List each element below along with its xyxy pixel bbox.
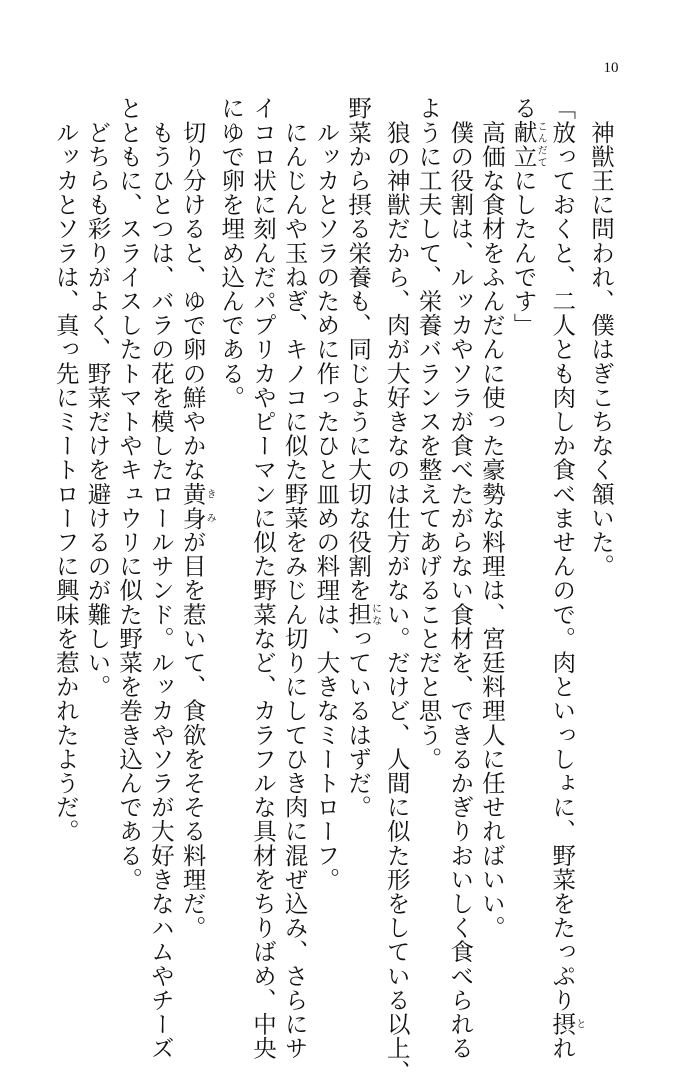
text-line bbox=[176, 96, 215, 956]
text-line bbox=[584, 96, 616, 956]
text-segment: 切り分けると、ゆで卵の鮮やかな bbox=[178, 96, 207, 482]
text-segment: る bbox=[509, 96, 538, 121]
text-line bbox=[546, 96, 585, 1061]
text-line bbox=[475, 96, 507, 956]
text-segment: どちらも彩りがよく、野菜だけを避けるのが難しい。 bbox=[83, 96, 112, 699]
text-segment: っているはずだ。 bbox=[344, 626, 373, 820]
ruby-base: 献立 bbox=[509, 120, 538, 169]
novel-text-body bbox=[49, 96, 616, 1084]
text-segment: 高価な食材をふんだんに使った豪勢な料理は、宮廷料理人に任せればいい。 bbox=[477, 96, 506, 940]
text-segment: が目を惹いて、食欲をそそる料理だ。 bbox=[178, 529, 207, 940]
text-line bbox=[81, 96, 113, 956]
text-segment: れ bbox=[548, 1035, 577, 1061]
text-segment: もうひとつは、バラの花を模したロールサンド。ルッカやソラが大好きなハムやチーズ bbox=[146, 96, 175, 1060]
ruby-reading: と bbox=[573, 1011, 585, 1036]
text-segment: 狼の神獣だから、肉が大好きなのは仕方がない。だけど、人間に似た形をしている以上、 bbox=[382, 96, 411, 1084]
text-segment: 野菜から摂る栄養も、同じように大切な役割を bbox=[344, 96, 373, 603]
ruby-base: 担 bbox=[344, 602, 373, 627]
ruby-base: 摂 bbox=[548, 1011, 577, 1036]
text-line bbox=[278, 96, 310, 1060]
text-line bbox=[144, 96, 176, 1060]
text-segment: にゆで卵を埋め込んである。 bbox=[217, 96, 246, 410]
ruby-annotation bbox=[178, 481, 216, 530]
text-line bbox=[246, 96, 278, 1060]
text-line bbox=[507, 96, 546, 956]
text-line bbox=[215, 96, 247, 956]
text-segment: 神獣王に問われ、僕はぎこちなく頷いた。 bbox=[587, 96, 615, 578]
page-number: 10 bbox=[603, 60, 619, 76]
ruby-annotation bbox=[509, 120, 547, 169]
text-segment: ルッカとソラは、真っ先にミートローフに興味を惹かれたようだ。 bbox=[51, 96, 80, 844]
ruby-reading: にな bbox=[369, 602, 381, 627]
text-line bbox=[341, 96, 380, 956]
text-line bbox=[380, 96, 412, 1084]
ruby-reading: こんだて bbox=[535, 120, 547, 169]
text-segment: イコロ状に刻んだパプリカやピーマンに似た野菜など、カラフルな具材をちりばめ、中央 bbox=[248, 96, 277, 1060]
text-line bbox=[412, 96, 444, 956]
text-segment: にんじんや玉ねぎ、キノコに似た野菜をみじん切りにしてひき肉に混ぜ込み、さらにサ bbox=[280, 96, 309, 1060]
ruby-annotation bbox=[344, 602, 381, 627]
text-segment: ルッカとソラのために作ったひと皿めの料理は、大きなミートローフ。 bbox=[312, 96, 341, 892]
text-segment: 「放っておくと、二人とも肉しか食べませんので。肉といっしょに、野菜をたっぷり bbox=[548, 96, 577, 1012]
text-segment: とともに、スライスしたトマトやキュウリに似た野菜を巻き込んである。 bbox=[115, 96, 144, 892]
ruby-base: 黄身 bbox=[178, 481, 207, 530]
text-line bbox=[310, 96, 342, 956]
text-line bbox=[443, 96, 475, 1060]
text-segment: にしたんです」 bbox=[509, 168, 538, 338]
ruby-annotation bbox=[548, 1011, 585, 1036]
text-segment: ように工夫して、栄養バランスを整えてあげることだと思う。 bbox=[414, 96, 443, 771]
text-line bbox=[112, 96, 144, 956]
text-line bbox=[49, 96, 81, 956]
ruby-reading: きみ bbox=[204, 481, 216, 530]
text-segment: 僕の役割は、ルッカやソラが食べたがらない食材を、できるかぎりおいしく食べられる bbox=[446, 96, 475, 1060]
